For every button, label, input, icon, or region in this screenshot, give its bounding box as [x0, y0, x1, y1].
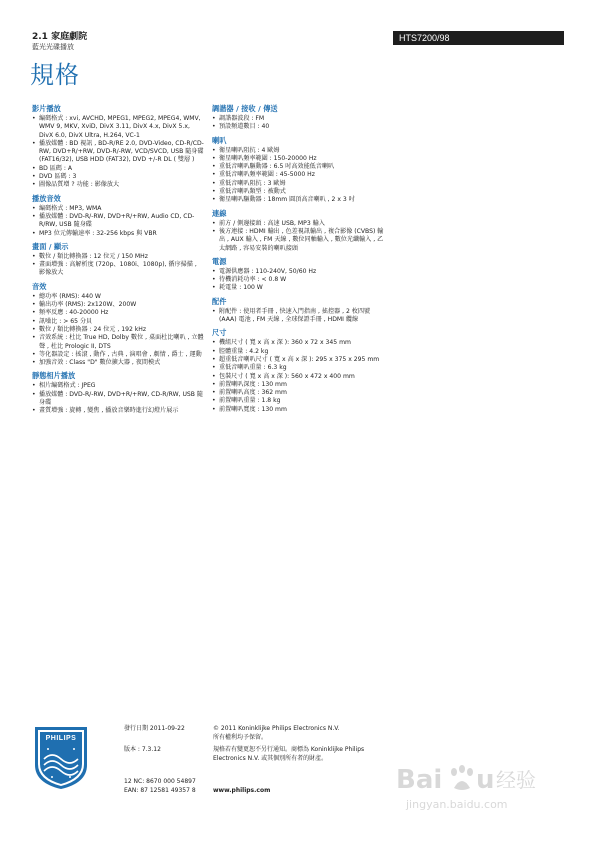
spec-list	[212, 339, 384, 414]
spec-list	[32, 115, 204, 190]
spec-list	[32, 253, 204, 278]
issue-date: 發行日期 2011-09-22	[124, 725, 185, 732]
spec-item: • 圖像品質增 ? 功能 : 影像放大	[32, 181, 204, 189]
copyright	[213, 725, 373, 742]
spec-item: • 前置喇叭寬度 : 130 mm	[212, 406, 384, 414]
spec-item: • 調諧器波段 : FM	[212, 115, 384, 123]
spec-item: • 加強音效 : Class "D" 數位擴大器 , 夜間模式	[32, 359, 204, 367]
spec-section-title: 播放音效	[32, 193, 61, 203]
spec-item: • 畫面增強 : 高解析度 (720p、1080i、1080p), 循序掃描 , 影像放大	[32, 261, 204, 278]
spec-item: • BD 區碼 : A	[32, 165, 204, 173]
spec-item: • 機組尺寸 ( 寬 x 高 x 深 ): 360 x 72 x 345 mm	[212, 339, 384, 347]
spec-item: • 耗電量 : 100 W	[212, 284, 384, 292]
spec-item: • 播放媒體 : BD 視訊 , BD-R/RE 2.0, DVD-Video, CD-R/CD-RW, DVD+R/+RW, DVD-R/-RW, VCD/SVCD, USB 隨身碟 (FAT16/32), USB HDD (FAT32), DVD +/-R DL ( 雙層 )	[32, 140, 204, 165]
page-title: 規格	[30, 61, 80, 89]
spec-item: • MP3 位元傳輸速率 : 32-256 kbps 與 VBR	[32, 230, 204, 238]
spec-item: • 播放媒體 : DVD-R/-RW, DVD+R/+RW, CD-R/RW, USB 隨身碟	[32, 391, 204, 408]
svg-text:jingyan.baidu.com: jingyan.baidu.com	[406, 798, 508, 811]
svg-text:Bai: Bai	[396, 765, 443, 795]
spec-list	[212, 147, 384, 205]
spec-item: • 相片編碼格式 : JPEG	[32, 382, 204, 390]
spec-section	[212, 257, 384, 293]
spec-list	[32, 382, 204, 415]
philips-shield-logo	[32, 725, 90, 791]
spec-section	[32, 371, 204, 415]
spec-item: • 等化器設定 : 搖滾 , 動作 , 古典 , 演唱會 , 劇情 , 爵士 , 運動	[32, 351, 204, 359]
copyright-line-2: 所有權利均予保留。	[213, 733, 268, 741]
spec-item: • 電源供應器 : 110-240V, 50/60 Hz	[212, 268, 384, 276]
spec-item: • 預設頻道數目 : 40	[212, 123, 384, 131]
spec-item: • 訊噪比 : > 65 分貝	[32, 318, 204, 326]
spec-item: • 播放媒體 : DVD-R/-RW, DVD+R/+RW, Audio CD, CD-R/RW, USB 隨身碟	[32, 213, 204, 230]
spec-item: • 重低音喇叭頻率範圍 : 45-5000 Hz	[212, 171, 384, 179]
spec-item: • 後方連接 : HDMI 輸出 , 色差視訊輸出 , 複合影像 (CVBS) 輸出 , AUX 輸入 , FM 天線 , 數位同軸輸入 , 數位光纖輸入 , 乙太網路 , 容易安裝的喇叭接頭	[212, 228, 384, 253]
spec-section-title: 畫面 / 顯示	[32, 241, 69, 251]
spec-item: • 超重低音喇叭尺寸 ( 寬 x 高 x 深 ): 295 x 375 x 295 mm	[212, 356, 384, 364]
section-subtitle: 藍光光碟播放	[32, 43, 74, 51]
spec-item: • 衛星喇叭頻率範圍 : 150-20000 Hz	[212, 155, 384, 163]
version: 版本 : 7.3.12	[124, 746, 161, 753]
baidu-watermark	[396, 760, 586, 815]
spec-section-title: 喇叭	[212, 135, 227, 145]
spec-section	[212, 209, 384, 253]
spec-section	[212, 328, 384, 414]
spec-item: • 腔體重量 : 4.2 kg	[212, 348, 384, 356]
spec-section-title: 調諧器 / 接收 / 傳送	[212, 104, 278, 113]
spec-item: • 重低音喇叭阻抗 : 3 歐姆	[212, 180, 384, 188]
spec-list	[212, 268, 384, 293]
spec-item: • 重低音喇叭驅動器 : 6.5 吋高效能低音喇叭	[212, 163, 384, 171]
spec-item: • 重低音喇叭重量 : 6.3 kg	[212, 364, 384, 372]
spec-item: • 編碼格式 : MP3, WMA	[32, 205, 204, 213]
spec-item: • 數位 / 類比轉換器 : 12 位元 / 150 MHz	[32, 253, 204, 261]
spec-item: • 前置喇叭深度 : 130 mm	[212, 381, 384, 389]
spec-item: • 重低音喇叭類型 : 被動式	[212, 188, 384, 196]
spec-item: • 待機消耗功率 : < 0.8 W	[212, 276, 384, 284]
spec-item: • 前置喇叭高度 : 362 mm	[212, 389, 384, 397]
spec-section	[212, 297, 384, 325]
copyright-line-1: © 2011 Koninklijke Philips Electronics N.V.	[213, 725, 340, 732]
spec-item: • 衛星喇叭驅動器 : 18mm 圓頂高音喇叭 , 2 x 3 吋	[212, 196, 384, 204]
model-number: HTS7200/98	[399, 33, 450, 43]
spec-item: • 音效系統 : 杜比 True HD, Dolby 數位 , 桌面杜比喇叭 , 立體聲 , 杜比 Prologic II, DTS	[32, 334, 204, 351]
spec-list	[212, 308, 384, 325]
spec-section-title: 尺寸	[212, 328, 227, 338]
spec-section-title: 靜態相片播放	[32, 371, 76, 381]
spec-item: • 前方 / 側邊接頭 : 高速 USB, MP3 輸入	[212, 220, 384, 228]
spec-item: • DVD 區碼 : 3	[32, 173, 204, 181]
spec-item: • 編碼格式 : xvi, AVCHD, MPEG1, MPEG2, MPEG4, WMV, WMV 9, MKV, XviD, DivX 3.11, DivX 4.x, DivX 5.x, DivX 6.0, DivX Ultra, H.264, VC-1	[32, 115, 204, 140]
spec-section	[32, 104, 204, 190]
spec-item: • 附配件 : 使用者手冊 , 快速入門指南 , 搖控器 , 2 枚四號 (AAA) 電池 , FM 天線 , 全球保證手冊 , HDMI 纜線	[212, 308, 384, 325]
spec-list	[32, 293, 204, 368]
spec-item: • 頻率反應 : 40-20000 Hz	[32, 309, 204, 317]
svg-text:u: u	[476, 765, 495, 795]
svg-text:经验: 经验	[496, 768, 536, 792]
spec-item: • 前置喇叭重量 : 1.8 kg	[212, 397, 384, 405]
spec-item: • 衛星喇叭阻抗 : 4 歐姆	[212, 147, 384, 155]
ean-number: EAN: 87 12581 49357 8	[124, 787, 196, 794]
spec-list	[212, 115, 384, 132]
website-link[interactable]: www.philips.com	[213, 787, 271, 794]
spec-notice: 規格若有變更恕不另行通知。商標為 Koninklijke Philips Electronics N.V. 或其個別所有者的財產。	[213, 746, 365, 762]
spec-section	[32, 242, 204, 278]
spec-column-left	[32, 104, 204, 420]
spec-section-title: 電源	[212, 256, 227, 266]
spec-list	[32, 205, 204, 238]
model-number-box	[393, 31, 564, 45]
spec-item: • 數位 / 類比轉換器 : 24 位元 , 192 kHz	[32, 326, 204, 334]
spec-section	[32, 282, 204, 368]
spec-section	[32, 194, 204, 238]
svg-text:PHILIPS: PHILIPS	[45, 735, 77, 742]
spec-item: • 輸出功率 (RMS): 2x120W、200W	[32, 301, 204, 309]
spec-list	[212, 220, 384, 253]
spec-item: • 畫質增強 : 旋轉 , 變焦 , 播放音樂時進行幻燈片展示	[32, 407, 204, 415]
spec-section	[212, 104, 384, 132]
spec-section-title: 連線	[212, 208, 227, 218]
section-label: 2.1 家庭劇院	[32, 32, 88, 42]
spec-section-title: 音效	[32, 281, 47, 291]
spec-column-right	[212, 104, 384, 418]
nc-number: 12 NC: 8670 000 54897	[124, 778, 196, 785]
spec-section	[212, 136, 384, 205]
spec-item: • 包裝尺寸 ( 寬 x 高 x 深 ): 560 x 472 x 400 mm	[212, 373, 384, 381]
spec-section-title: 配件	[212, 296, 227, 306]
spec-item: • 總功率 (RMS): 440 W	[32, 293, 204, 301]
spec-section-title: 影片播放	[32, 104, 61, 113]
